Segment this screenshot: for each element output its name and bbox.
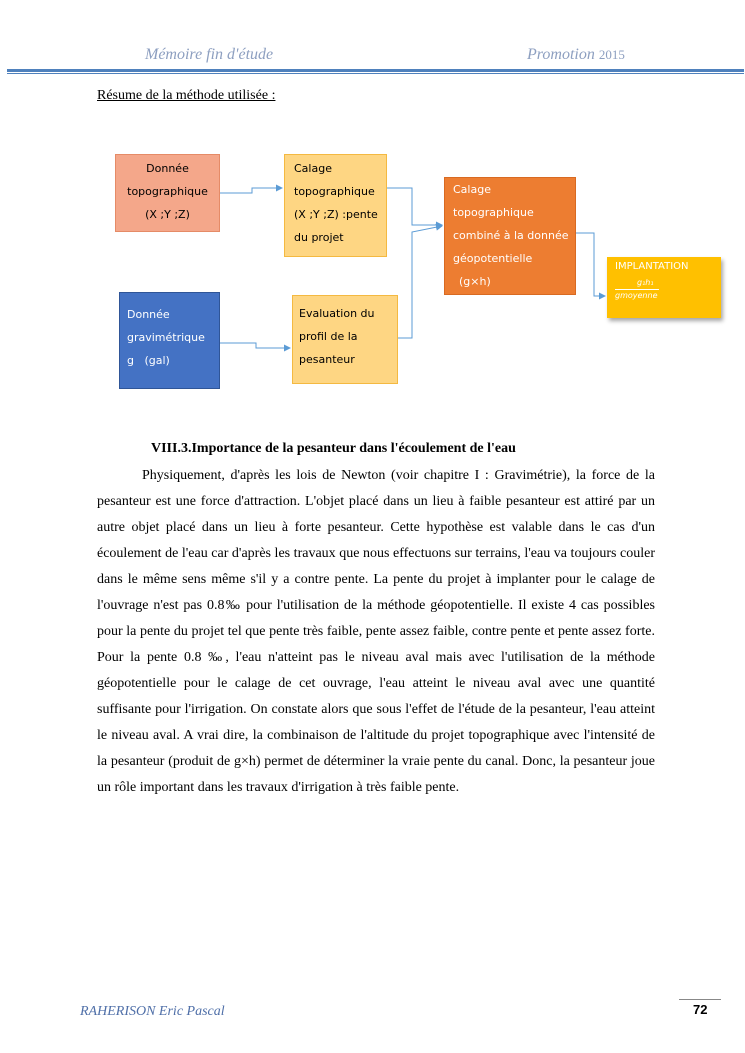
implantation-numerator: g₁h₁ <box>637 278 654 287</box>
arrow-combine-to-implantation <box>576 233 605 296</box>
body-paragraph <box>97 463 655 801</box>
box-line: profil de la <box>299 330 358 343</box>
header-promotion-word: Promotion <box>527 46 595 63</box>
box-line: Donnée <box>127 308 170 321</box>
box-line: géopotentielle <box>453 252 533 265</box>
box-donnee-topographique <box>115 154 220 232</box>
section-heading: VIII.3.Importance de la pesanteur dans l'écoulement de l'eau <box>151 441 516 456</box>
box-line: topographique <box>294 185 375 198</box>
box-line: Calage <box>294 162 332 175</box>
implantation-denominator: gmoyenne <box>615 291 658 300</box>
box-line: gravimétrique <box>127 331 205 344</box>
box-calage-combine <box>444 177 576 295</box>
box-line: Donnée <box>146 162 189 175</box>
box-calage-topographique <box>284 154 387 257</box>
box-line: du projet <box>294 231 344 244</box>
summary-label: Résume de la méthode utilisée : <box>97 88 276 103</box>
box-line: (X ;Y ;Z) <box>145 208 190 221</box>
arrow-calage-to-combine <box>387 188 442 225</box>
box-line: g (gal) <box>127 354 170 367</box>
box-line: Evaluation du <box>299 307 375 320</box>
arrow-topo-to-calage <box>220 188 282 193</box>
paragraph-text: Physiquement, d'après les lois de Newton (voir chapitre I : Gravimétrie), la force de la pesanteur est une force d'attraction. L'objet placé dans un lieu à faible pesanteur est attiré par un autre objet placé dans un lieu à forte pesanteur. Cette hypothèse est valable dans le cas d'un écoulement de l'eau car d'après les travaux que nous effectuons sur terrains, l'eau va toujours couler dans le même sens même s'il y a contre pente. La pente du projet à implanter pour le calage de l'ouvrage n'est pas 0.8‰ pour l'utilisation de la méthode géopotentielle. Il existe 4 cas possibles pour la pente du projet tel que pente très faible, pente assez faible, contre pente et pente assez forte. Pour la pente 0.8 ‰, l'eau n'atteint pas le niveau aval mais avec l'utilisation de la méthode géopotentielle pour le calage de cet ouvrage, l'eau atteint le niveau aval avec une quantité suffisante pour l'irrigation. On constate alors que sous l'effet de l'étude de la pesanteur, l'eau atteint le niveau aval. A vrai dire, la combinaison de l'altitude du projet topographique avec l'intensité de la pesanteur (produit de g×h) permet de déterminer la vraie pente du canal. Donc, la pesanteur joue un rôle important dans les travaux d'irrigation à très faible pente. <box>97 468 655 795</box>
box-line: Calage <box>453 183 491 196</box>
header-promotion-year: 2015 <box>598 47 625 62</box>
arrow-gravi-to-evaluation <box>220 343 290 348</box>
box-implantation <box>607 257 721 318</box>
implantation-title: IMPLANTATION <box>615 261 689 272</box>
box-line: topographique <box>127 185 208 198</box>
footer-author: RAHERISON Eric Pascal <box>80 1004 225 1019</box>
box-line: (g×h) <box>459 275 491 288</box>
box-line: combiné à la donnée <box>453 229 569 242</box>
page-number-rule <box>679 999 721 1000</box>
box-evaluation-pesanteur <box>292 295 398 384</box>
box-line: (X ;Y ;Z) :pente <box>294 208 378 221</box>
page-number: 72 <box>693 1002 708 1017</box>
box-line: topographique <box>453 206 534 219</box>
arrow-evaluation-to-combine <box>398 226 442 338</box>
header-title: Mémoire fin d'étude <box>145 46 274 63</box>
box-line: pesanteur <box>299 353 355 366</box>
box-donnee-gravimetrique <box>119 292 220 389</box>
